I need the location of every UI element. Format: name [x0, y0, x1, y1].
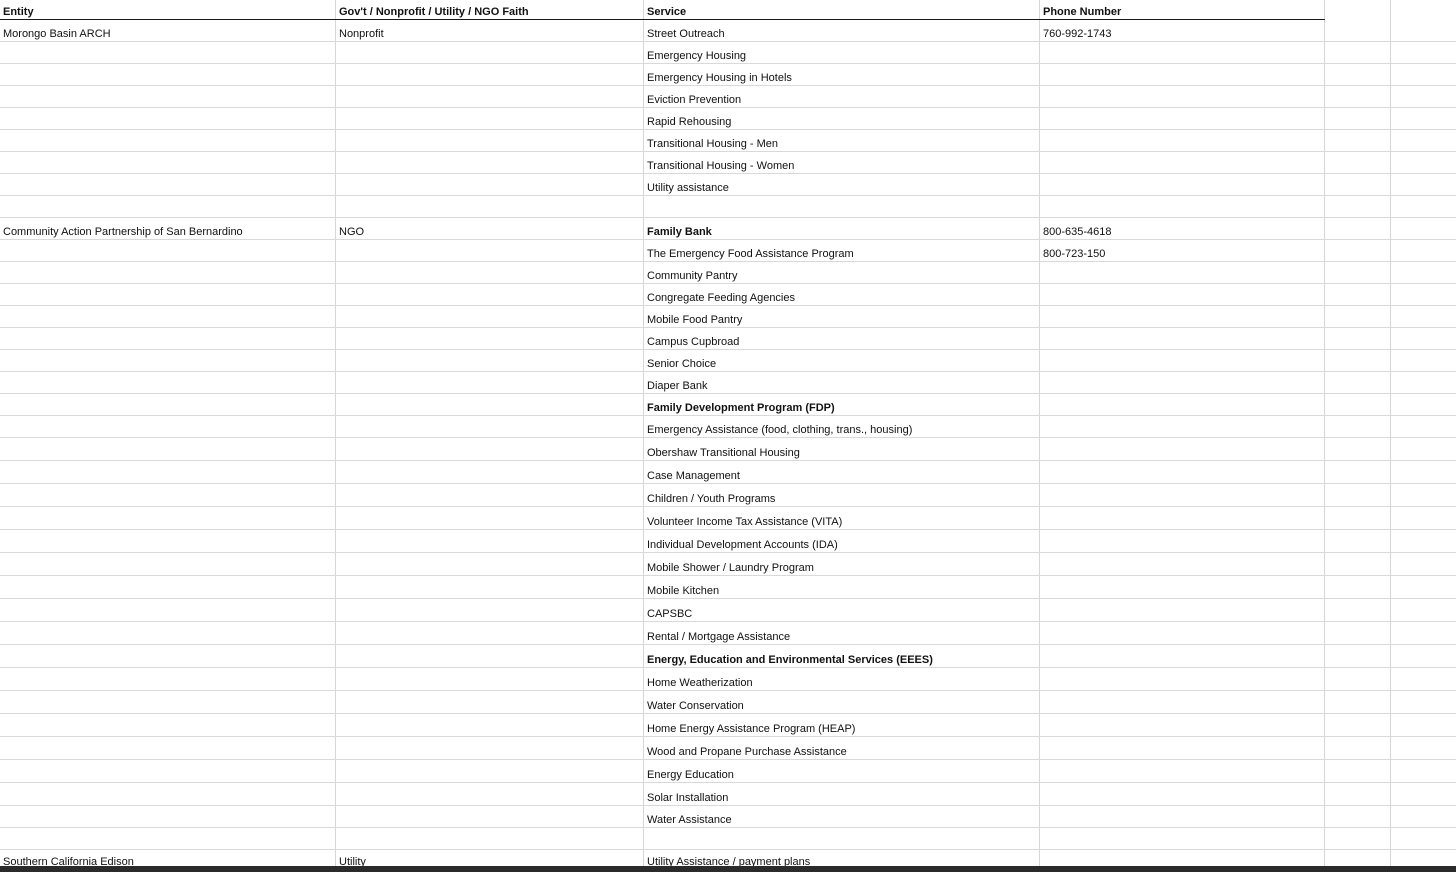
cell-entity[interactable] [3, 130, 333, 151]
table-row [0, 416, 1456, 438]
cell-entity[interactable] [3, 828, 333, 849]
cell-entity[interactable] [3, 645, 333, 667]
cell-type[interactable] [339, 86, 639, 107]
cell-service[interactable]: Eviction Prevention [647, 94, 742, 106]
cell-service[interactable]: Home Weatherization [647, 677, 753, 689]
table-row [0, 438, 1456, 461]
cell-service[interactable]: Mobile Food Pantry [647, 314, 743, 326]
cell-phone[interactable] [1043, 306, 1323, 327]
cell-type[interactable] [339, 328, 639, 349]
table-row [0, 484, 1456, 507]
cell-type[interactable] [339, 484, 639, 506]
table-row [0, 328, 1456, 350]
cell-type[interactable] [339, 691, 639, 713]
cell-type[interactable] [339, 760, 639, 782]
cell-entity[interactable] [3, 108, 333, 129]
table-row [0, 599, 1456, 622]
cell-service[interactable]: Emergency Assistance (food, clothing, trans., housing) [647, 424, 913, 436]
cell-phone[interactable] [1043, 828, 1323, 849]
cell-phone[interactable] [1043, 64, 1323, 85]
cell-type[interactable] [339, 622, 639, 644]
cell-entity[interactable] [3, 262, 333, 283]
cell-service[interactable]: Community Pantry [647, 270, 738, 282]
header-type[interactable]: Gov't / Nonprofit / Utility / NGO Faith [339, 6, 529, 18]
cell-phone[interactable] [1043, 174, 1323, 195]
cell-entity[interactable] [3, 622, 333, 644]
table-row [0, 42, 1456, 64]
cell-service[interactable]: Obershaw Transitional Housing [647, 447, 800, 459]
cell-type[interactable] [339, 350, 639, 371]
cell-entity[interactable] [3, 416, 333, 437]
bottom-edge-bar [0, 866, 1456, 872]
cell-entity[interactable] [3, 152, 333, 173]
cell-phone[interactable] [1043, 668, 1323, 690]
table-row [0, 645, 1456, 668]
table-row [0, 174, 1456, 196]
cell-type[interactable] [339, 108, 639, 129]
cell-phone[interactable] [1043, 350, 1323, 371]
cell-phone[interactable] [1043, 691, 1323, 713]
table-row [0, 86, 1456, 108]
cell-type[interactable] [339, 262, 639, 283]
cell-service[interactable]: Rental / Mortgage Assistance [647, 631, 791, 643]
cell-phone[interactable] [1043, 438, 1323, 460]
cell-entity[interactable] [3, 42, 333, 63]
cell-service[interactable]: Energy, Education and Environmental Services (EEES) [647, 654, 933, 666]
cell-service[interactable] [647, 828, 1037, 849]
cell-entity[interactable] [3, 599, 333, 621]
cell-service[interactable]: Diaper Bank [647, 380, 708, 392]
cell-phone[interactable] [1043, 108, 1323, 129]
cell-type[interactable] [339, 806, 639, 827]
cell-service[interactable]: Utility assistance [647, 182, 729, 194]
cell-phone[interactable]: 800-635-4618 [1043, 226, 1112, 238]
cell-type[interactable] [339, 174, 639, 195]
cell-service[interactable]: Home Energy Assistance Program (HEAP) [647, 723, 856, 735]
cell-service[interactable]: Rapid Rehousing [647, 116, 732, 128]
cell-service[interactable]: Individual Development Accounts (IDA) [647, 539, 838, 551]
cell-entity[interactable] [3, 284, 333, 305]
table-row [0, 306, 1456, 328]
cell-entity[interactable] [3, 576, 333, 598]
cell-phone[interactable] [1043, 553, 1323, 575]
cell-phone[interactable] [1043, 714, 1323, 736]
table-row [0, 668, 1456, 691]
cell-phone[interactable] [1043, 484, 1323, 506]
cell-entity[interactable] [3, 328, 333, 349]
cell-service[interactable]: Children / Youth Programs [647, 493, 776, 505]
cell-type[interactable] [339, 240, 639, 261]
cell-phone[interactable] [1043, 394, 1323, 415]
cell-phone[interactable] [1043, 530, 1323, 552]
table-row [0, 284, 1456, 306]
cell-phone[interactable] [1043, 262, 1323, 283]
cell-type[interactable] [339, 507, 639, 529]
cell-type[interactable] [339, 783, 639, 805]
cell-phone[interactable] [1043, 130, 1323, 151]
table-row [0, 553, 1456, 576]
table-row [0, 152, 1456, 174]
cell-service[interactable]: Emergency Housing in Hotels [647, 72, 792, 84]
cell-entity[interactable] [3, 350, 333, 371]
cell-entity[interactable] [3, 461, 333, 483]
cell-type[interactable] [339, 196, 639, 217]
cell-phone[interactable] [1043, 760, 1323, 782]
cell-type[interactable] [339, 461, 639, 483]
table-row [0, 350, 1456, 372]
table-row [0, 691, 1456, 714]
table-row [0, 394, 1456, 416]
cell-phone[interactable] [1043, 416, 1323, 437]
cell-entity[interactable] [3, 240, 333, 261]
cell-service[interactable]: Family Development Program (FDP) [647, 402, 835, 414]
cell-service[interactable]: Mobile Kitchen [647, 585, 720, 597]
cell-entity[interactable] [3, 783, 333, 805]
cell-service[interactable]: Wood and Propane Purchase Assistance [647, 746, 847, 758]
cell-service[interactable]: Transitional Housing - Men [647, 138, 779, 150]
cell-phone[interactable] [1043, 42, 1323, 63]
cell-entity[interactable]: Community Action Partnership of San Bernardino [3, 226, 243, 238]
header-row [0, 0, 1325, 20]
table-row [0, 806, 1456, 828]
cell-service[interactable]: Congregate Feeding Agencies [647, 292, 795, 304]
cell-entity[interactable] [3, 507, 333, 529]
table-row [0, 576, 1456, 599]
cell-service[interactable]: Street Outreach [647, 28, 725, 40]
cell-entity[interactable] [3, 196, 333, 217]
cell-service[interactable] [647, 196, 1037, 217]
cell-phone[interactable] [1043, 645, 1323, 667]
table-row [0, 240, 1456, 262]
cell-phone[interactable] [1043, 737, 1323, 759]
cell-phone[interactable] [1043, 372, 1323, 393]
cell-entity[interactable] [3, 438, 333, 460]
table-row [0, 760, 1456, 783]
cell-entity[interactable] [3, 394, 333, 415]
cell-service[interactable]: Energy Education [647, 769, 734, 781]
cell-type[interactable] [339, 645, 639, 667]
cell-type[interactable] [339, 372, 639, 393]
cell-phone[interactable] [1043, 507, 1323, 529]
table-row [0, 64, 1456, 86]
cell-type[interactable]: Nonprofit [339, 28, 384, 40]
cell-entity[interactable] [3, 372, 333, 393]
table-row [0, 20, 1456, 42]
cell-type[interactable] [339, 576, 639, 598]
table-row [0, 108, 1456, 130]
cell-entity[interactable] [3, 530, 333, 552]
cell-phone[interactable] [1043, 461, 1323, 483]
table-row [0, 530, 1456, 553]
table-row [0, 737, 1456, 760]
cell-phone[interactable] [1043, 328, 1323, 349]
table-row [0, 828, 1456, 850]
cell-type[interactable] [339, 394, 639, 415]
table-row [0, 714, 1456, 737]
cell-phone[interactable] [1043, 152, 1323, 173]
cell-type[interactable] [339, 828, 639, 849]
cell-service[interactable]: CAPSBC [647, 608, 693, 620]
cell-entity[interactable] [3, 484, 333, 506]
cell-service[interactable]: Mobile Shower / Laundry Program [647, 562, 814, 574]
cell-type[interactable] [339, 737, 639, 759]
cell-type[interactable] [339, 416, 639, 437]
cell-type[interactable] [339, 130, 639, 151]
cell-service[interactable]: Water Assistance [647, 814, 732, 826]
cell-phone[interactable] [1043, 622, 1323, 644]
cell-phone[interactable]: 760-992-1743 [1043, 28, 1112, 40]
cell-type[interactable] [339, 438, 639, 460]
cell-type[interactable] [339, 599, 639, 621]
cell-entity[interactable] [3, 668, 333, 690]
cell-entity[interactable] [3, 86, 333, 107]
header-service[interactable]: Service [647, 6, 687, 18]
cell-service[interactable]: Utility Assistance / payment plans [647, 856, 811, 866]
cell-service[interactable]: Volunteer Income Tax Assistance (VITA) [647, 516, 843, 528]
cell-type[interactable] [339, 42, 639, 63]
cell-service[interactable]: Water Conservation [647, 700, 744, 712]
table-row [0, 196, 1456, 218]
cell-entity[interactable] [3, 760, 333, 782]
cell-phone[interactable] [1043, 576, 1323, 598]
cell-entity[interactable]: Morongo Basin ARCH [3, 28, 111, 40]
cell-type[interactable] [339, 284, 639, 305]
cell-phone[interactable] [1043, 196, 1323, 217]
cell-type[interactable] [339, 306, 639, 327]
table-row [0, 130, 1456, 152]
cell-type[interactable]: NGO [339, 226, 365, 238]
cell-entity[interactable] [3, 691, 333, 713]
header-phone[interactable]: Phone Number [1043, 6, 1122, 18]
table-row [0, 218, 1456, 240]
cell-type[interactable] [339, 530, 639, 552]
cell-type[interactable] [339, 64, 639, 85]
cell-phone[interactable] [1043, 284, 1323, 305]
cell-entity[interactable]: Southern California Edison [3, 856, 134, 866]
cell-service[interactable]: The Emergency Food Assistance Program [647, 248, 854, 260]
cell-type[interactable] [339, 714, 639, 736]
table-row [0, 622, 1456, 645]
cell-service[interactable]: Case Management [647, 470, 740, 482]
cell-phone[interactable]: 800-723-150 [1043, 248, 1106, 260]
cell-type[interactable]: Utility [339, 856, 366, 866]
cell-entity[interactable] [3, 714, 333, 736]
cell-entity[interactable] [3, 806, 333, 827]
cell-phone[interactable] [1043, 86, 1323, 107]
table-row [0, 507, 1456, 530]
cell-type[interactable] [339, 152, 639, 173]
cell-service[interactable]: Senior Choice [647, 358, 717, 370]
cell-service[interactable]: Emergency Housing [647, 50, 747, 62]
cell-phone[interactable] [1043, 806, 1323, 827]
table-row [0, 783, 1456, 806]
cell-service[interactable]: Campus Cupbroad [647, 336, 740, 348]
cell-entity[interactable] [3, 737, 333, 759]
cell-entity[interactable] [3, 64, 333, 85]
table-row [0, 850, 1456, 866]
cell-service[interactable]: Transitional Housing - Women [647, 160, 795, 172]
cell-service[interactable]: Family Bank [647, 226, 712, 238]
table-row [0, 372, 1456, 394]
cell-entity[interactable] [3, 553, 333, 575]
table-row [0, 262, 1456, 284]
cell-entity[interactable] [3, 174, 333, 195]
cell-phone[interactable] [1043, 599, 1323, 621]
header-entity[interactable]: Entity [3, 6, 34, 18]
cell-entity[interactable] [3, 306, 333, 327]
cell-phone[interactable] [1043, 783, 1323, 805]
table-row [0, 461, 1456, 484]
cell-service[interactable]: Solar Installation [647, 792, 729, 804]
cell-type[interactable] [339, 553, 639, 575]
cell-type[interactable] [339, 668, 639, 690]
cell-phone[interactable] [1043, 850, 1323, 866]
